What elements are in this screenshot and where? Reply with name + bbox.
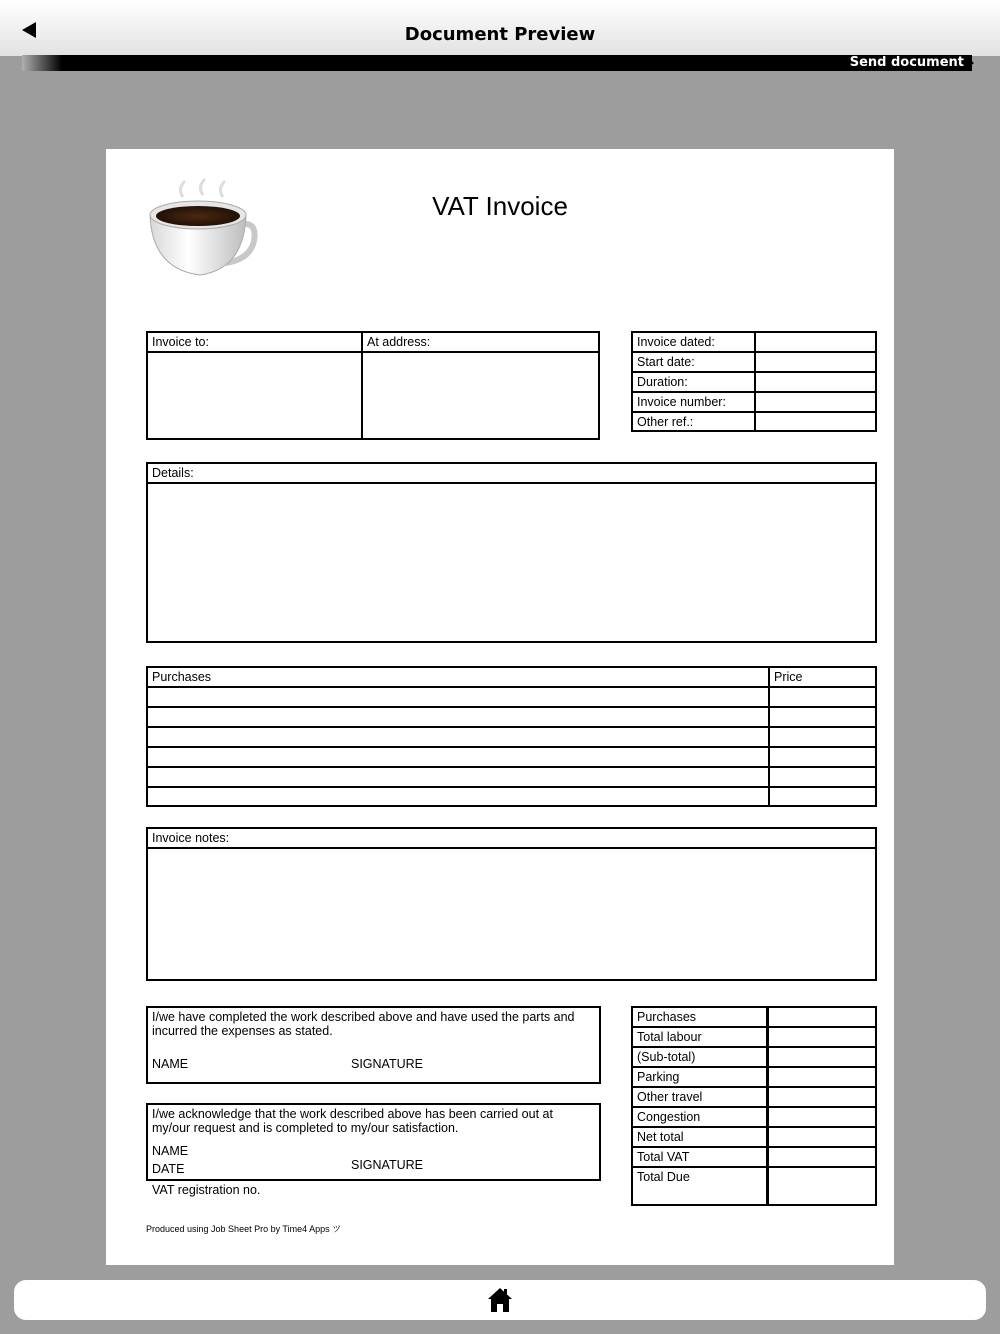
totals-parking-label: Parking [637, 1070, 680, 1084]
totals-vat-label: Total VAT [637, 1150, 690, 1164]
address-label: At address: [367, 335, 431, 349]
footer-note: Produced using Job Sheet Pro by Time4 Apps ツ [146, 1224, 342, 1234]
invoice-to-label: Invoice to: [152, 335, 209, 349]
start-date-label: Start date: [637, 355, 695, 369]
document-page [106, 149, 894, 1265]
signature-label: SIGNATURE [351, 1057, 423, 1071]
page-title: Document Preview [404, 24, 596, 45]
invoice-notes-label: Invoice notes: [152, 831, 230, 845]
totals-box [631, 1006, 877, 1206]
vat-registration-label: VAT registration no. [152, 1183, 261, 1197]
invoice-to-box [146, 331, 600, 440]
action-bar [22, 55, 972, 71]
purchases-table [146, 666, 877, 807]
totals-labour-label: Total labour [637, 1030, 702, 1044]
name-label-2: NAME [152, 1144, 189, 1158]
completion-statement: I/we have completed the work described above and have used the parts and incurred the expenses as stated. [152, 1010, 575, 1038]
totals-net-label: Net total [637, 1130, 684, 1144]
purchases-header: Purchases [152, 670, 212, 684]
name-label: NAME [152, 1057, 189, 1071]
signature-label-2: SIGNATURE [351, 1158, 423, 1172]
document-title: VAT Invoice [432, 191, 568, 221]
action-bar-tip [964, 55, 974, 71]
other-ref-label: Other ref.: [637, 415, 694, 429]
totals-due-label: Total Due [637, 1170, 690, 1184]
invoice-meta-box [631, 331, 877, 432]
price-header: Price [774, 670, 803, 684]
details-box [146, 462, 877, 643]
totals-purchases-label: Purchases [637, 1010, 697, 1024]
invoice-dated-label: Invoice dated: [637, 335, 715, 349]
top-bar [0, 0, 1000, 56]
invoice-notes-box [146, 827, 877, 981]
totals-subtotal-label: (Sub-total) [637, 1050, 696, 1064]
totals-other-travel-label: Other travel [637, 1090, 703, 1104]
completion-box [146, 1006, 601, 1084]
invoice-number-label: Invoice number: [637, 395, 726, 409]
date-label: DATE [152, 1162, 185, 1176]
acknowledgement-box [146, 1103, 601, 1181]
duration-label: Duration: [637, 375, 688, 389]
totals-congestion-label: Congestion [637, 1110, 701, 1124]
home-icon[interactable] [487, 1287, 513, 1313]
send-document-button[interactable]: Send document [849, 55, 964, 70]
bottom-toolbar [14, 1280, 986, 1320]
acknowledge-statement: I/we acknowledge that the work described above has been carried out at my/our request and is completed to my/our satisfaction. [152, 1107, 553, 1135]
details-label: Details: [152, 466, 194, 480]
